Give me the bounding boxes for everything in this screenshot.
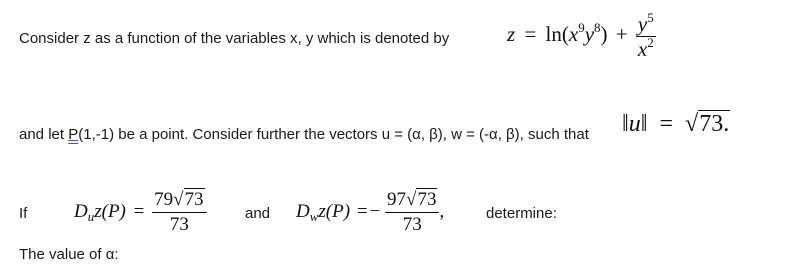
radicand: 73. bbox=[699, 111, 730, 137]
du-radical: √ bbox=[173, 189, 184, 211]
dw-equation bbox=[296, 186, 444, 238]
function-definition bbox=[507, 9, 656, 61]
ln-operator: ln bbox=[545, 22, 562, 46]
fraction-denominator bbox=[636, 34, 656, 61]
plus-sign: + bbox=[615, 22, 628, 46]
dw-comma: , bbox=[439, 201, 445, 222]
dw-num-coef: 97 bbox=[387, 189, 406, 211]
dw-subscript: w bbox=[309, 209, 319, 224]
du-subscript: u bbox=[87, 209, 95, 224]
du-radicand: 73 bbox=[184, 189, 204, 211]
norm-equals: = bbox=[659, 111, 674, 137]
norm-u: u bbox=[628, 111, 641, 137]
determine-label: determine: bbox=[486, 205, 557, 222]
y-base: y bbox=[584, 22, 595, 46]
and-label: and bbox=[245, 205, 271, 222]
du-equation bbox=[74, 186, 207, 238]
dw-zp: z(P) bbox=[318, 201, 351, 222]
norm-right-bars: ‖ bbox=[640, 111, 648, 137]
vectors-text bbox=[19, 126, 589, 144]
norm-left-bars: ‖ bbox=[622, 111, 629, 137]
num-base: y bbox=[637, 11, 648, 36]
sqrt-73 bbox=[685, 104, 730, 144]
du-fraction-bar bbox=[152, 212, 206, 213]
fraction-numerator bbox=[636, 9, 656, 36]
dw-fraction-bar bbox=[385, 212, 439, 213]
du-d: D bbox=[74, 201, 88, 222]
dw-d: D bbox=[296, 201, 310, 222]
point-p: P bbox=[68, 126, 79, 143]
num-exponent: 5 bbox=[647, 9, 654, 25]
if-label: If bbox=[19, 205, 28, 222]
open-paren: ( bbox=[561, 22, 569, 46]
y-exponent: 8 bbox=[594, 20, 601, 35]
du-zp: z(P) bbox=[94, 201, 126, 222]
du-fraction bbox=[152, 189, 206, 236]
close-paren: ) bbox=[600, 22, 608, 46]
z-variable: z bbox=[507, 22, 516, 46]
den-base: x bbox=[637, 36, 648, 61]
radical-sign: √ bbox=[685, 111, 699, 137]
dw-radical: √ bbox=[406, 189, 417, 211]
dw-equals: = bbox=[356, 201, 368, 222]
den-exponent: 2 bbox=[647, 34, 654, 50]
du-equals: = bbox=[133, 201, 145, 222]
intro-text: Consider z as a function of the variables x, y which is denoted by bbox=[19, 30, 450, 47]
du-numerator bbox=[152, 189, 206, 211]
dw-denominator: 73 bbox=[402, 214, 422, 236]
norm-equation bbox=[622, 104, 730, 144]
vectors-text-post: (1,-1) be a point. Consider further the vectors u = (α, β), w = (-α, β), such that bbox=[78, 126, 589, 143]
dw-fraction bbox=[385, 189, 439, 236]
vectors-text-pre: and let bbox=[19, 126, 69, 143]
du-denominator: 73 bbox=[169, 214, 189, 236]
question-alpha: The value of α: bbox=[19, 246, 119, 263]
x-base: x bbox=[568, 22, 579, 46]
dw-radicand: 73 bbox=[417, 189, 437, 211]
fraction-y5-over-x2 bbox=[636, 9, 656, 61]
equals-sign: = bbox=[524, 22, 537, 46]
x-exponent: 9 bbox=[578, 20, 585, 35]
dw-numerator bbox=[385, 189, 439, 211]
du-num-coef: 79 bbox=[154, 189, 174, 211]
dw-minus: − bbox=[369, 201, 381, 222]
